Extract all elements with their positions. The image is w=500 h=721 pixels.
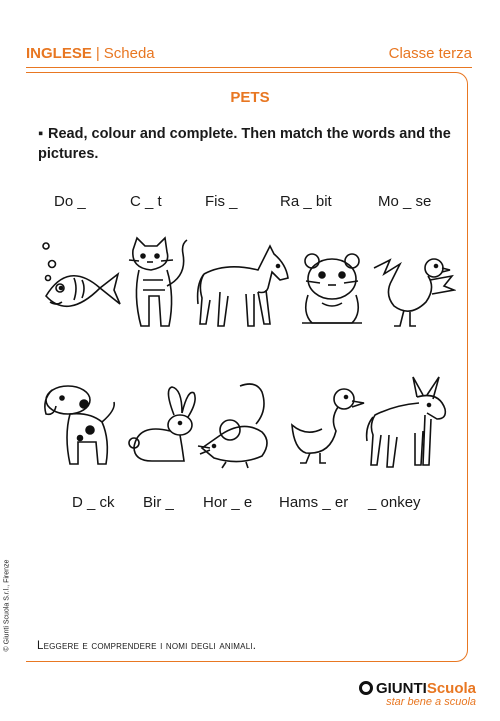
- instruction-text: Read, colour and complete. Then match the words and the pictures.: [38, 126, 451, 162]
- header-divider: [26, 67, 472, 68]
- header-subject: [26, 45, 155, 62]
- word-fish: Fis _: [205, 193, 238, 210]
- dog-picture: [40, 380, 122, 468]
- bird-picture: [370, 254, 456, 334]
- duck-picture: [290, 385, 366, 467]
- cat-picture: [125, 236, 195, 331]
- logo-brand-suffix: Scuola: [426, 680, 476, 697]
- sheet-type-label: Scheda: [103, 45, 155, 62]
- word-dog: Do _: [54, 193, 86, 210]
- logo-wordmark: [359, 680, 476, 697]
- word-rabbit: Ra _ bit: [280, 193, 332, 210]
- hamster-picture: [298, 251, 366, 329]
- instruction: [38, 124, 458, 164]
- word-donkey: _ onkey: [368, 494, 421, 511]
- class-label: Classe terza: [388, 45, 472, 62]
- donkey-picture: [365, 375, 451, 471]
- header-separator: |: [95, 45, 100, 62]
- page-title: PETS: [230, 89, 270, 106]
- bullet-icon: ▪: [38, 126, 44, 142]
- logo-g-icon: [359, 681, 373, 695]
- mouse-picture: [196, 380, 282, 470]
- subject-label: INGLESE: [26, 45, 92, 62]
- word-bird: Bir _: [143, 494, 174, 511]
- word-mouse: Mo _ se: [378, 193, 432, 210]
- word-horse: Hor _ e: [203, 494, 253, 511]
- logo-tagline: star bene a scuola: [386, 696, 476, 708]
- rabbit-picture: [128, 385, 198, 467]
- word-cat: C _ t: [130, 193, 162, 210]
- footer-objective: Leggere e comprendere i nomi degli animali.: [37, 640, 257, 652]
- word-duck: D _ ck: [72, 494, 115, 511]
- fish-picture: [38, 238, 124, 328]
- word-hamster: Hams _ er: [279, 494, 349, 511]
- copyright-notice: © Giunti Scuola S.r.l., Firenze: [3, 559, 11, 652]
- logo-brand: GIUNTI: [375, 680, 427, 697]
- publisher-logo: [359, 680, 476, 708]
- horse-picture: [196, 244, 292, 330]
